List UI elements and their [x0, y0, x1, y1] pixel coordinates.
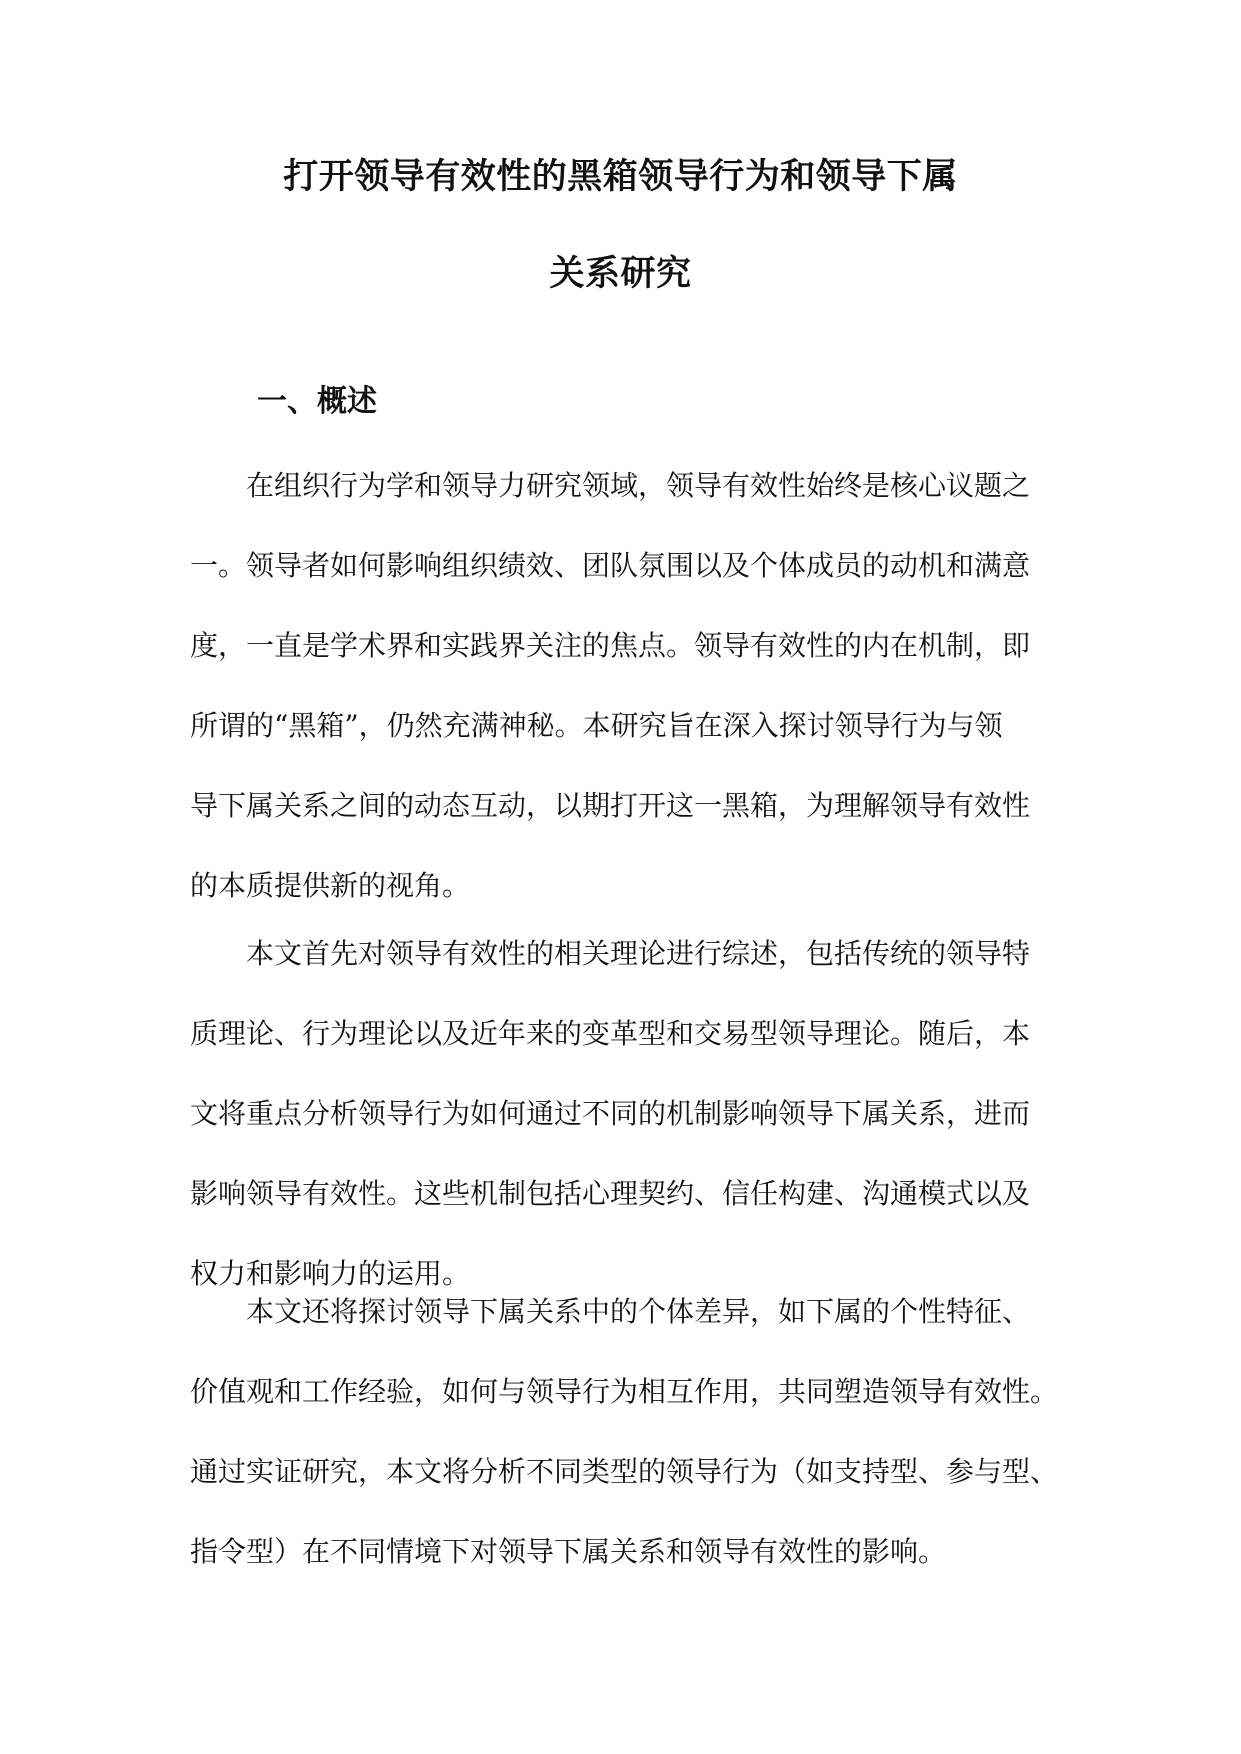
paragraph-line: 在组织行为学和领导力研究领域，领导有效性始终是核心议题之 [246, 469, 1031, 502]
paragraph-line: 质理论、行为理论以及近年来的变革型和交易型领导理论。随后，本 [190, 1017, 1031, 1050]
paragraph-line: 一。领导者如何影响组织绩效、团队氛围以及个体成员的动机和满意 [190, 549, 1031, 582]
paragraph-line: 权力和影响力的运用。 [190, 1257, 471, 1290]
section-heading: 一、概述 [257, 384, 377, 419]
paragraph-line: 文将重点分析领导行为如何通过不同的机制影响领导下属关系，进而 [190, 1097, 1031, 1130]
document-title-line-1: 打开领导有效性的黑箱领导行为和领导下属 [283, 157, 958, 197]
paragraph-line: 本文首先对领导有效性的相关理论进行综述，包括传统的领导特 [246, 937, 1031, 970]
document-title-line-2: 关系研究 [549, 254, 692, 294]
paragraph-line: 的本质提供新的视角。 [190, 869, 471, 902]
paragraph-line: 导下属关系之间的动态互动，以期打开这一黑箱，为理解领导有效性 [190, 789, 1031, 822]
paragraph-line: 影响领导有效性。这些机制包括心理契约、信任构建、沟通模式以及 [190, 1177, 1031, 1210]
paragraph-line: 度，一直是学术界和实践界关注的焦点。领导有效性的内在机制，即 [190, 629, 1031, 662]
paragraph-line: 通过实证研究，本文将分析不同类型的领导行为（如支持型、参与型、 [190, 1455, 1059, 1488]
paragraph-line: 本文还将探讨领导下属关系中的个体差异，如下属的个性特征、 [246, 1295, 1031, 1328]
paragraph-1 [190, 466, 1060, 946]
paragraph-line: 所谓的“黑箱”，仍然充满神秘。本研究旨在深入探讨领导行为与领 [190, 709, 1003, 742]
paragraph-2 [190, 934, 1060, 1334]
paragraph-3 [190, 1292, 1060, 1612]
paragraph-line: 指令型）在不同情境下对领导下属关系和领导有效性的影响。 [190, 1535, 947, 1568]
paragraph-line: 价值观和工作经验，如何与领导行为相互作用，共同塑造领导有效性。 [190, 1375, 1059, 1408]
